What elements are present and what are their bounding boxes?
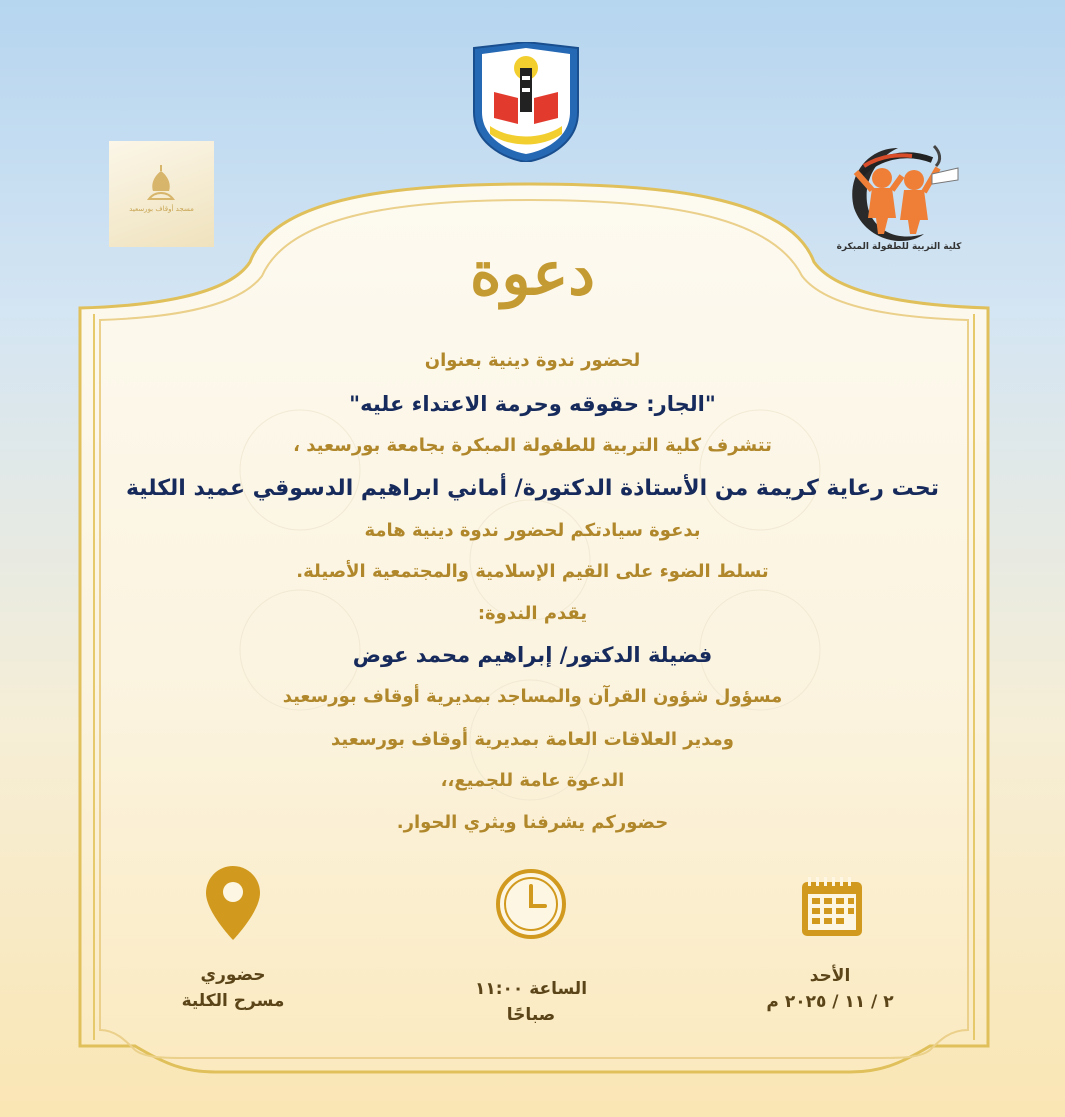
time-info [431, 976, 631, 1028]
presenter-role-2: ومدير العلاقات العامة بمديرية أوقاف بورسعيد [331, 729, 734, 750]
calendar-icon [800, 874, 864, 942]
location-pin-icon [206, 866, 260, 944]
presenter-role-1: مسؤول شؤون القرآن والمساجد بمديرية أوقاف بورسعيد [282, 686, 783, 707]
host-line: تتشرف كلية التربية للطفولة المبكرة بجامعة بورسعيد ، [293, 435, 772, 456]
invitation-line: بدعوة سيادتكم لحضور ندوة دينية هامة [364, 520, 701, 541]
time-line-2: صباحًا [506, 1005, 556, 1025]
location-info [133, 962, 333, 1014]
faculty-logo-caption: كلية التربية للطفولة المبكرة [836, 242, 962, 252]
location-line-1: حضوري [200, 965, 266, 985]
date-info [730, 963, 930, 1015]
seminar-topic: "الجار: حقوقه وحرمة الاعتداء عليه" [349, 392, 716, 416]
port-said-university-logo [470, 42, 582, 162]
invitation-title: دعوة [470, 239, 595, 309]
presenter-label: يقدم الندوة: [477, 603, 588, 624]
date-line-2: ٢ / ١١ / ٢٠٢٥ م [766, 992, 894, 1012]
presenter-name: فضيلة الدكتور/ إبراهيم محمد عوض [352, 643, 713, 667]
open-invitation-line: الدعوة عامة للجميع،، [440, 770, 625, 791]
time-line-1: الساعة ١١:٠٠ [474, 979, 588, 999]
patronage-line: تحت رعاية كريمة من الأستاذة الدكتورة/ أماني ابراهيم الدسوقي عميد الكلية [125, 476, 940, 501]
closing-line: حضوركم يشرفنا ويثري الحوار. [396, 812, 669, 833]
clock-icon [495, 868, 567, 944]
date-line-1: الأحد [809, 966, 851, 986]
description-line: تسلط الضوء على القيم الإسلامية والمجتمعية الأصيلة. [296, 561, 769, 582]
awqaf-logo [109, 141, 214, 247]
awqaf-logo-caption: مسجد أوقاف بورسعيد [129, 205, 194, 213]
location-line-2: مسرح الكلية [181, 991, 285, 1011]
intro-line: لحضور ندوة دينية بعنوان [424, 350, 641, 371]
